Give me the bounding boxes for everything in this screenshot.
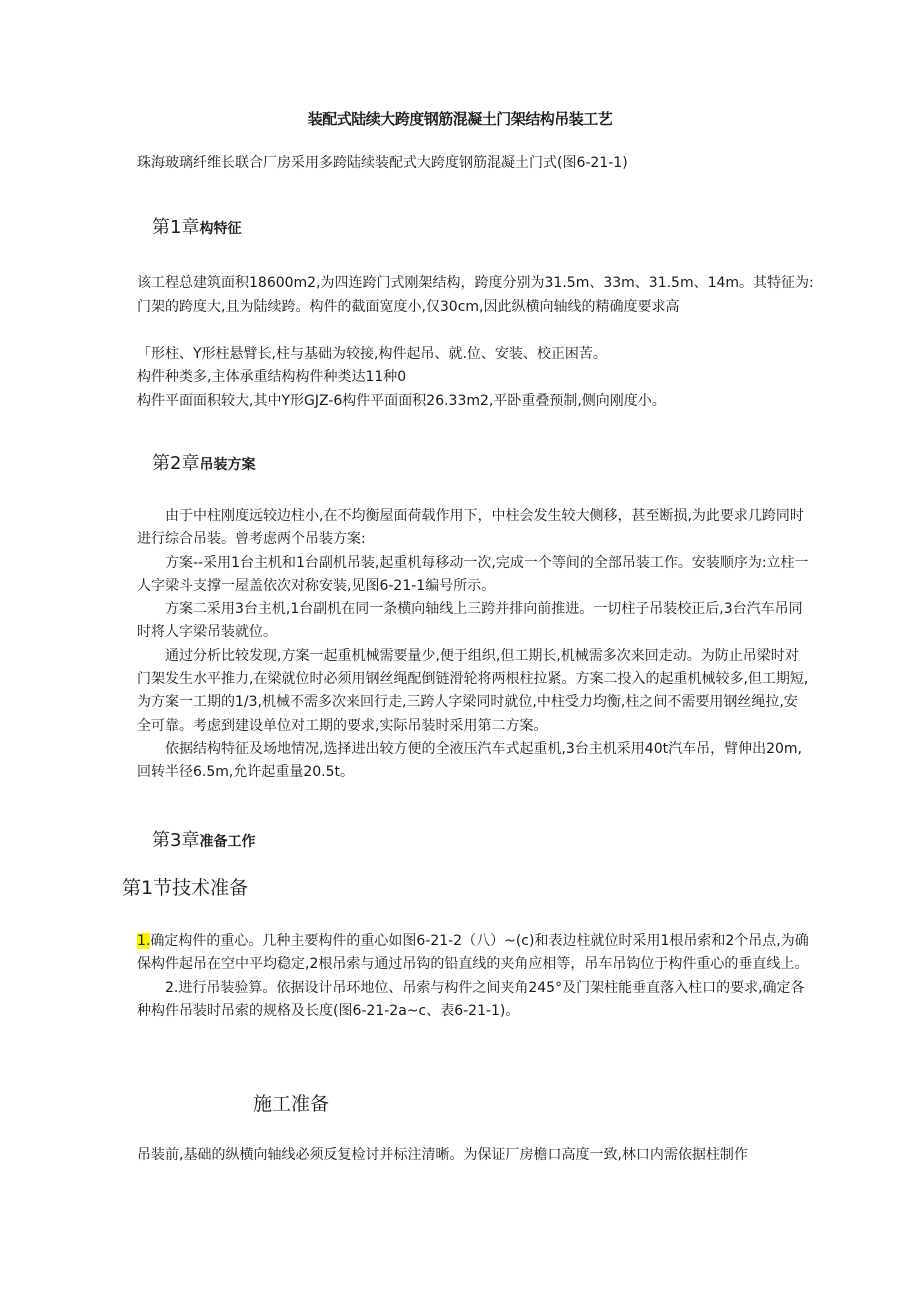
ch1-list-item-2: 构件种类多,主体承重结构构件种类达11种0: [137, 369, 407, 385]
ch1-paragraph-1b: 门架的跨度大,且为陆续跨。构件的截面宽度小,仅30cm,因此纵横向轴线的精确度要求高: [137, 299, 680, 315]
chapter-2-heading: [152, 449, 255, 475]
ch2-paragraph: 由于中柱刚度远较边柱小,在不均衡屋面荷载作用下，中柱会发生较大侧移，甚至断损,为此要求几跨同时进行综合吊装。曾考虑两个吊装方案:: [137, 508, 804, 548]
ch2-paragraph: 方案二采用3台主机,1台副机在同一条横向轴线上三跨并排向前推进。一切柱子吊装校正后,3台汽车吊同时将人字梁吊装就位。: [137, 601, 803, 641]
document-title: 装配式陆续大跨度钢筋混凝土门架结构吊装工艺: [307, 110, 613, 128]
ch1-paragraph-1: 该工程总建筑面积18600m2,为四连跨门式刚架结构，跨度分别为31.5m、33m、31.5m、14m。其特征为:: [137, 275, 814, 291]
item-2-paragraph: 2.进行吊装验算。依据设计吊环地位、吊索与构件之间夹角245°及门架柱能垂直落入柱口的要求,确定各种构件吊装时吊索的规格及长度(图6-21-2a~c、表6-21-1)。: [137, 979, 805, 1019]
chapter-3-heading: [152, 826, 255, 852]
ch2-paragraph: 依据结构特征及场地情况,选择进出较方便的全液压汽车式起重机,3台主机采用40t汽车吊，臂伸出20m,回转半径6.5m,允许起重量20.5t。: [137, 740, 803, 781]
ch2-paragraph: 方案--采用1台主机和1台副机吊装,起重机每移动一次,完成一个等间的全部吊装工作。安装顺序为:立柱一人字梁斗支撑一屋盖依次对称安装,见图6-21-1编号所示。: [137, 554, 809, 594]
section-2-paragraph: 吊装前,基础的纵横向轴线必须反复检讨并标注清晰。为保证厂房檐口高度一致,林口内需依据柱制作: [137, 1147, 748, 1163]
chapter-3-name: 准备工作: [199, 834, 256, 850]
chapter-2-name: 吊装方案: [199, 457, 256, 473]
chapter-1-heading: [152, 213, 241, 239]
chapter-3-number: 第3章: [152, 830, 200, 851]
section-2-heading: 施工准备: [253, 1093, 330, 1115]
section-1-heading: 第1节技术准备: [122, 877, 249, 899]
chapter-1-name: 构特征: [199, 221, 242, 237]
chapter-2-number: 第2章: [152, 453, 200, 474]
item-1-text: 确定构件的重心。几种主要构件的重心如图6-21-2（八）~(c)和表边柱就位时采用1根吊索和2个吊点,为确保构件起吊在空中平均稳定,2根吊索与通过吊钩的铅直线的夹角应相等，吊车吊钩位于构件重心的垂直线上。: [137, 933, 809, 973]
ch1-list-item-3: 构件平面面积较大,其中Y形GJZ-6构件平面面积26.33m2,平卧重叠预制,侧向刚度小。: [137, 393, 666, 409]
ch2-paragraph: 通过分析比较发现,方案一起重机械需要量少,便于组织,但工期长,机械需多次来回走动。为防止吊梁时对门架发生水平推力,在梁就位时必须用钢丝绳配倒链滑轮将两根柱拉紧。方案二投入的起重机械较多,但工期短,为方案一工期的1/3,机械不需多次来回行走,三跨人字梁同时就位,中柱受力均衡,柱之间不需要用钢丝绳拉,安全可靠。考虑到建设单位对工期的要求,实际吊装时采用第二方案。: [137, 647, 809, 734]
chapter-2-body: [137, 505, 809, 785]
section-1-body: [137, 930, 809, 1023]
item-1-paragraph: [137, 930, 809, 977]
intro-line: 珠海玻璃纤维长联合厂房采用多跨陆续装配式大跨度钢筋混凝土门式(图6-21-1): [137, 155, 628, 171]
chapter-1-number: 第1章: [152, 217, 200, 238]
ch1-list-item-1: 「形柱、Y形柱悬臂长,柱与基础为较接,构件起吊、就.位、安装、校正困苦。: [137, 346, 607, 362]
item-1-number-highlight: 1.: [137, 933, 151, 949]
